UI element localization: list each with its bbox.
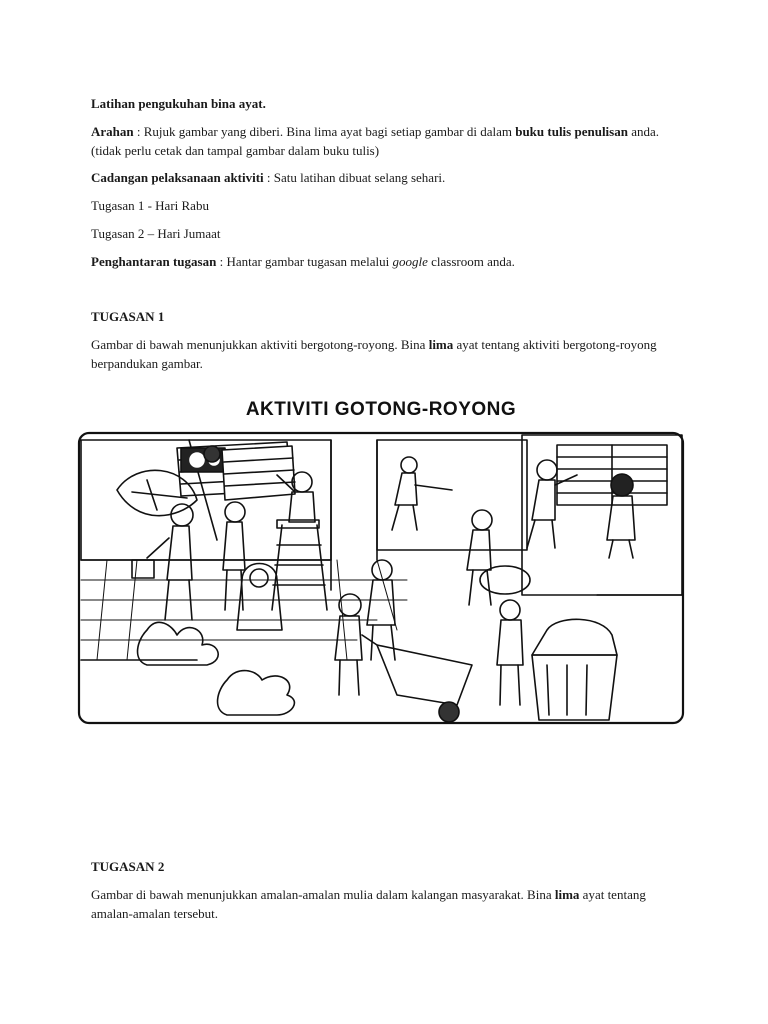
task2-bold: lima [554, 887, 580, 902]
instruction-paragraph [91, 122, 681, 160]
window-icon [557, 445, 667, 505]
submission-text-2: classroom anda. [427, 254, 515, 269]
illustration-title: AKTIVITI GOTONG-ROYONG [245, 399, 517, 420]
bushes-icon [138, 622, 295, 715]
instruction-label: Arahan [91, 124, 134, 139]
rubbish-bin-icon [532, 619, 617, 720]
task1-bold: lima [428, 337, 454, 352]
scene-frame [79, 433, 683, 723]
corridor-building [377, 435, 682, 595]
task2-text-2: ayat tentang amalan-amalan tersebut. [91, 887, 646, 921]
task2-description [91, 885, 676, 923]
girl-cleaning-window-figure [607, 474, 635, 558]
boy-with-wheelbarrow-figure [335, 594, 362, 695]
suggestion-text: : Satu latihan dibuat selang sehari. [263, 170, 446, 185]
gotong-royong-illustration [77, 400, 685, 725]
boy-cleaning-window-figure [527, 460, 577, 548]
instruction-bold: buku tulis penulisan [515, 124, 628, 139]
submission-label: Penghantaran tugasan [91, 254, 217, 269]
boy-sweeping-figure [392, 457, 452, 530]
document-title: Latihan pengukuhan bina ayat. [91, 96, 266, 111]
submission-paragraph [91, 252, 515, 271]
instruction-text-1: : Rujuk gambar yang diberi. Bina lima ayat bagi setiap gambar di dalam [133, 124, 516, 139]
flag-state-icon [204, 446, 295, 500]
task1-text-1: Gambar di bawah menunjukkan aktiviti bergotong-royong. Bina [91, 337, 429, 352]
boy-on-ladder-figure [277, 472, 315, 522]
wheelbarrow-icon [362, 635, 472, 722]
illustration-scene [77, 430, 685, 725]
task1-heading: TUGASAN 1 [91, 309, 165, 324]
task2-heading: TUGASAN 2 [91, 859, 165, 874]
submission-text-1: : Hantar gambar tugasan melalui [216, 254, 393, 269]
submission-italic: google [392, 254, 428, 269]
plant-leaves-icon [117, 470, 197, 515]
boy-with-bucket-figure [132, 504, 193, 620]
task1-description [91, 335, 666, 373]
child-figure-2 [223, 502, 245, 610]
task2-text-1: Gambar di bawah menunjukkan amalan-amalan mulia dalam kalangan masyarakat. Bina [91, 887, 555, 902]
floor-tiles [81, 560, 407, 660]
suggestion-paragraph [91, 168, 445, 187]
task1-text-2: ayat tentang aktiviti bergotong-royong berpandukan gambar. [91, 337, 657, 371]
ladder-icon [272, 520, 327, 610]
schedule-line-2: Tugasan 2 – Hari Jumaat [91, 226, 221, 241]
boy-with-bin-figure [497, 600, 523, 705]
suggestion-label: Cadangan pelaksanaan aktiviti [91, 170, 264, 185]
girl-with-basin-figure [467, 510, 530, 605]
instruction-text-2: anda. (tidak perlu cetak dan tampal gambar dalam buku tulis) [91, 124, 659, 158]
schedule-line-1: Tugasan 1 - Hari Rabu [91, 198, 209, 213]
